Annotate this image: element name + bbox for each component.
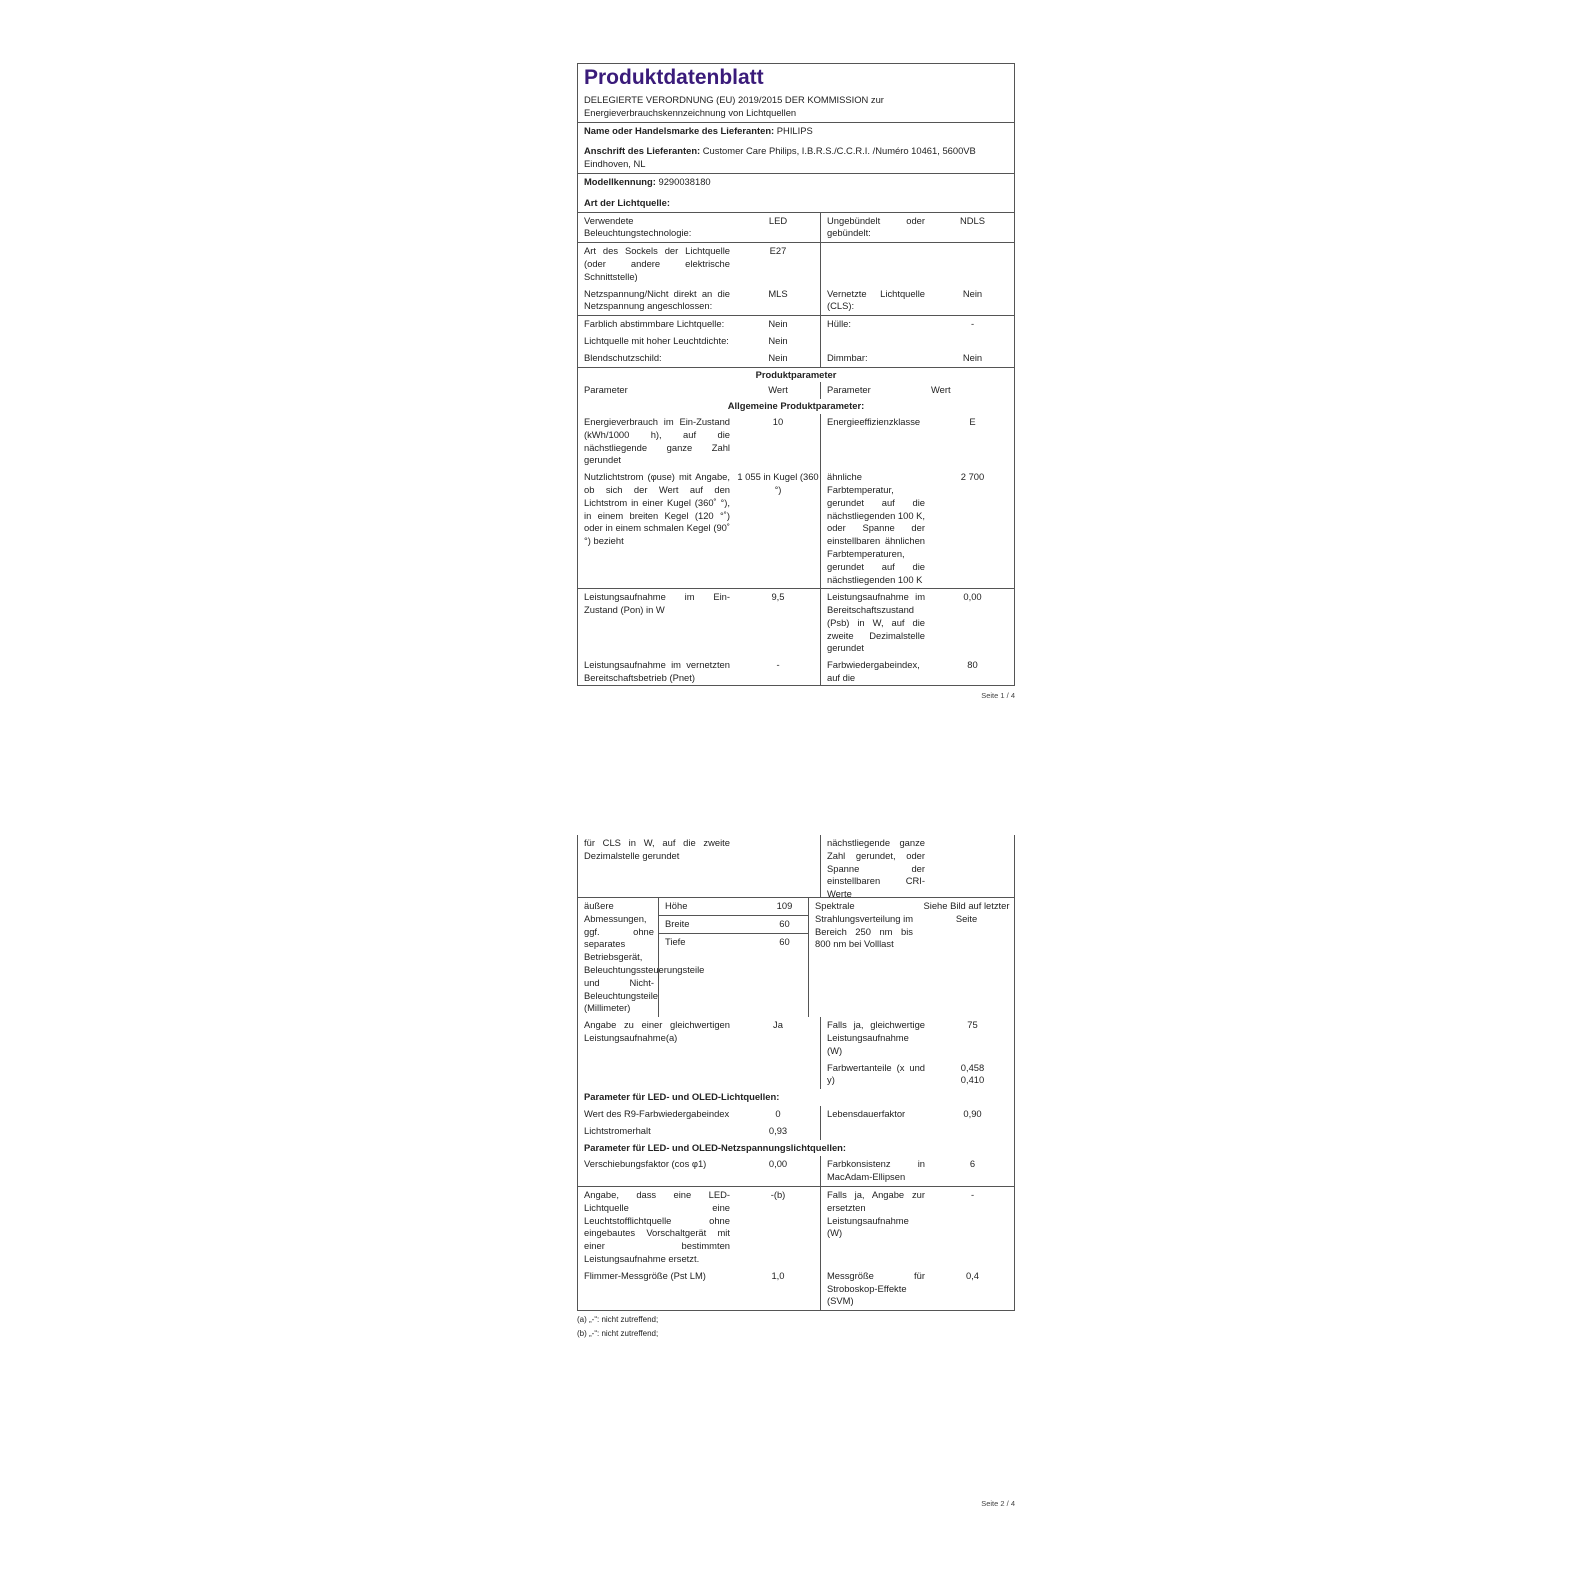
row-value: -(b) <box>770 1188 786 1200</box>
spectral-label: Spektrale Strahlungsverteilung im Bereich 250 nm bis 800 nm bei Volllast <box>808 898 919 1017</box>
row-label-2 <box>820 243 931 285</box>
page-2 <box>577 835 1015 1508</box>
datasheet-table-continued <box>577 835 1015 1311</box>
supplier-name-value: PHILIPS <box>776 124 813 136</box>
row-label-2: Dimmbar: <box>820 350 931 367</box>
row-value-2: E <box>969 415 976 427</box>
supplier-address-label: Anschrift des Lieferanten: <box>584 145 701 157</box>
row-label-2: Farbwiedergabeindex, auf die <box>820 657 931 685</box>
row-label: Wert des R9-Farbwiedergabeindex <box>584 1107 730 1119</box>
col-param-2: Parameter <box>820 382 931 399</box>
page-2-footer: Seite 2 / 4 <box>981 1499 1015 1508</box>
dimensions-row <box>578 897 1014 1017</box>
row-label-2: Hülle: <box>820 316 931 333</box>
row-value: 0,93 <box>768 1124 788 1136</box>
row-label-2: Vernetzte Lichtquelle (CLS): <box>820 286 931 316</box>
row-label-2: Farbwertanteile (x und y) <box>820 1060 931 1090</box>
type-row <box>578 333 1014 350</box>
spectral-value: Siehe Bild auf letzter Seite <box>923 900 1010 924</box>
row-value-2 <box>931 243 1014 285</box>
type-row <box>578 315 1014 333</box>
mains-row <box>578 1186 1014 1268</box>
dimensions-label: äußere Abmessungen, ggf. ohne separates Betriebsgerät, Beleuchtungssteuerungsteile und Nicht-Beleuchtungsteile (Millimeter) <box>578 898 659 1017</box>
dimension-value: 60 <box>779 935 790 947</box>
row-label: Verschiebungsfaktor (cos φ1) <box>584 1158 707 1170</box>
mains-row <box>578 1268 1014 1310</box>
dimension-value: 60 <box>779 917 790 929</box>
type-row <box>578 350 1014 367</box>
general-params-heading: Allgemeine Produktparameter: <box>727 400 865 412</box>
row-label-2: Ungebündelt oder gebündelt: <box>820 213 931 243</box>
row-value-2: 0,4 <box>965 1269 980 1281</box>
row-label-2: Farbkonsistenz in MacAdam-Ellipsen <box>820 1156 931 1186</box>
product-params-heading: Produktparameter <box>578 367 1014 383</box>
dimension-name: Tiefe <box>665 935 686 947</box>
light-source-type-label: Art der Lichtquelle: <box>584 196 670 208</box>
row-value-2 <box>931 333 1014 350</box>
row-value: 9,5 <box>771 591 785 603</box>
row-label: Angabe, dass eine LED-Lichtquelle eine Leuchtstofflichtquelle ohne eingebautes Vorschaltgerät mit einer bestimmten Leistungsaufnahme ersetzt. <box>584 1188 730 1264</box>
equiv-row <box>578 1060 1014 1090</box>
row-value: Nein <box>768 351 788 363</box>
row-value-2: 0,90 <box>963 1107 982 1119</box>
type-row <box>578 212 1014 243</box>
params-header-row <box>578 382 1014 399</box>
page-title: Produktdatenblatt <box>584 66 764 89</box>
row-label: Verwendete Beleuchtungstechnologie: <box>584 214 692 239</box>
row-label-2: Falls ja, gleichwertige Leistungsaufnahme (W) <box>820 1017 931 1059</box>
dimension-row <box>659 916 808 934</box>
row-value-2: 0,458 0,410 <box>960 1061 985 1086</box>
row-label-2: Lebensdauerfaktor <box>820 1106 931 1123</box>
col-value: Wert <box>768 384 788 396</box>
model-id-label: Modellkennung: <box>584 175 656 187</box>
row-value: - <box>776 659 780 671</box>
row-value: 1 055 in Kugel (360 °) <box>737 471 819 495</box>
model-id <box>578 173 1014 191</box>
footnote-a: (a) „-“: nicht zutreffend; <box>577 1315 659 1325</box>
mains-row <box>578 1156 1014 1186</box>
row-label: Lichtquelle mit hoher Leuchtdichte: <box>584 334 729 346</box>
row-label-2: Falls ja, Angabe zur ersetzten Leistungsaufnahme (W) <box>820 1187 931 1268</box>
row-label: Netzspannung/Nicht direkt an die Netzspannung angeschlossen: <box>584 287 730 312</box>
type-row <box>578 242 1014 285</box>
page-1-footer: Seite 1 / 4 <box>981 691 1015 701</box>
row-value-2 <box>931 835 1014 897</box>
row-value: MLS <box>768 287 788 299</box>
led-params-heading: Parameter für LED- und OLED-Lichtquellen: <box>584 1091 780 1103</box>
row-value-2: 80 <box>967 659 978 671</box>
equiv-row <box>578 1017 1014 1059</box>
row-label-2: Energieeffizienzklasse <box>820 414 931 469</box>
row-value: 10 <box>772 415 784 427</box>
page-1 <box>577 63 1015 701</box>
type-row <box>578 286 1014 316</box>
dimension-value: 109 <box>776 900 793 911</box>
row-label-2: ähnliche Farbtemperatur, gerundet auf die nächstliegenden 100 K, oder Spanne der einstellbaren ähnlichen Farbtemperaturen, gerundet auf die nächstliegenden 100 K <box>820 469 931 588</box>
row-value-2: Nein <box>962 351 983 363</box>
row-value-2: 2 700 <box>960 471 985 483</box>
row-value <box>736 1060 820 1090</box>
row-value-2: 6 <box>969 1158 976 1170</box>
row-label: Flimmer-Messgröße (Pst LM) <box>584 1269 706 1281</box>
supplier-name <box>578 122 1014 140</box>
row-value-2: - <box>970 1188 975 1200</box>
row-value: 1,0 <box>771 1269 785 1281</box>
row-value: Ja <box>773 1019 783 1031</box>
row-label-2: Leistungsaufnahme im Bereitschaftszustand (Psb) in W, auf die zweite Dezimalstelle gerundet <box>820 589 931 657</box>
row-label-2 <box>820 333 931 350</box>
datasheet-table <box>577 63 1015 686</box>
row-label: Blendschutzschild: <box>584 351 662 363</box>
led-row <box>578 1106 1014 1123</box>
row-value <box>736 835 820 897</box>
col-param: Parameter <box>584 384 628 396</box>
supplier-name-label: Name oder Handelsmarke des Lieferanten: <box>584 124 775 136</box>
row-value: Nein <box>768 334 788 346</box>
general-row <box>578 469 1014 588</box>
row-value-2: 75 <box>967 1019 978 1031</box>
general-row <box>578 657 1014 685</box>
dimension-row <box>659 934 808 951</box>
dimension-name: Breite <box>665 917 690 929</box>
row-label: Energieverbrauch im Ein-Zustand (kWh/1000 h), auf die nächstliegende ganze Zahl gerundet <box>584 415 730 466</box>
row-value: Nein <box>768 318 788 330</box>
row-value: 0 <box>775 1107 781 1119</box>
row-label: Art des Sockels der Lichtquelle (oder andere elektrische Schnittstelle) <box>584 245 730 282</box>
row-label: Nutzlichtstrom (φuse) mit Angabe, ob sich der Wert auf den Lichtstrom in einer Kugel (360˚ °), in einem breiten Kegel (120 °˚) oder in einem schmalen Kegel (90˚ °) bezieht <box>584 471 730 547</box>
continued-row <box>578 835 1014 900</box>
row-label-2: nächstliegende ganze Zahl gerundet, oder Spanne der einstellbaren CRI-Werte <box>820 835 931 897</box>
row-value-2: - <box>970 318 975 330</box>
mains-params-heading: Parameter für LED- und OLED-Netzspannungslichtquellen: <box>584 1141 847 1153</box>
supplier-address-value: Customer Care Philips, I.B.R.S./C.C.R.I. /Numéro 10461, 5600VB Eindhoven, NL <box>584 145 976 170</box>
dimensions-block <box>578 898 808 1017</box>
row-label <box>578 1060 736 1090</box>
row-label-2 <box>820 1123 931 1140</box>
row-label-2: Messgröße für Stroboskop-Effekte (SVM) <box>820 1268 931 1310</box>
row-value-2: 0,00 <box>963 591 982 603</box>
row-value-2: NDLS <box>959 214 985 226</box>
row-label: für CLS in W, auf die zweite Dezimalstelle gerundet <box>584 837 730 861</box>
footnote-b: (b) „-“: nicht zutreffend; <box>577 1329 659 1339</box>
regulation-text: DELEGIERTE VERORDNUNG (EU) 2019/2015 DER KOMMISSION zur Energieverbrauchskennzeichnung von Lichtquellen <box>584 94 884 118</box>
row-value: E27 <box>769 245 787 257</box>
row-value-2: Nein <box>962 287 983 299</box>
supplier-address <box>578 139 1014 173</box>
model-id-value: 9290038180 <box>658 175 711 187</box>
general-row <box>578 588 1014 657</box>
row-label: Angabe zu einer gleichwertigen Leistungsaufnahme(a) <box>584 1019 730 1043</box>
dimension-name: Höhe <box>665 900 688 911</box>
dimension-row <box>659 898 808 916</box>
row-value: LED <box>768 214 788 226</box>
row-value: 0,00 <box>768 1158 788 1170</box>
row-label: Leistungsaufnahme im vernetzten Bereitschaftsbetrieb (Pnet) <box>584 659 730 684</box>
led-row <box>578 1123 1014 1140</box>
col-value-2: Wert <box>931 384 951 396</box>
row-label: Lichtstromerhalt <box>584 1124 651 1136</box>
general-row <box>578 414 1014 469</box>
row-label: Leistungsaufnahme im Ein-Zustand (Pon) in W <box>584 591 730 616</box>
dimensions-values <box>659 898 808 1017</box>
row-value-2 <box>931 1123 1014 1140</box>
row-label: Farblich abstimmbare Lichtquelle: <box>584 318 725 330</box>
